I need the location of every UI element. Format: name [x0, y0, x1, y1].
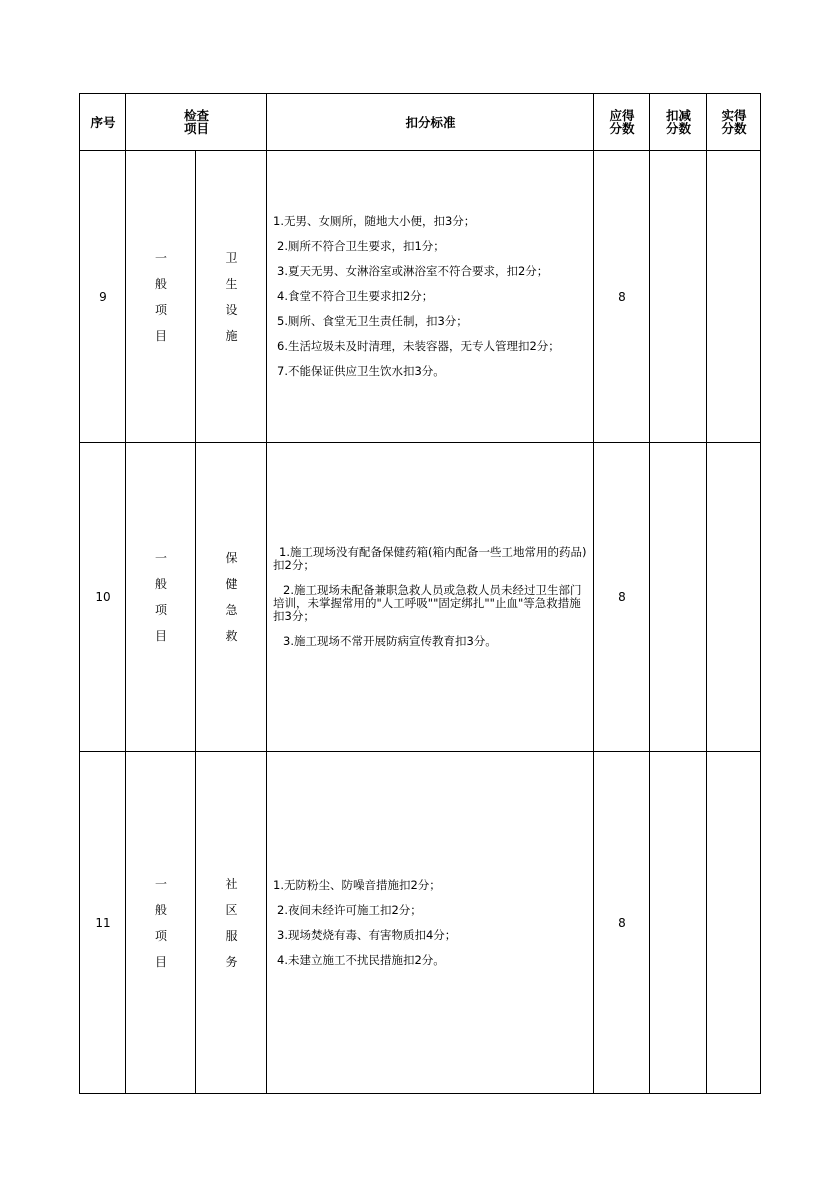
row-actual-score[interactable]: [707, 443, 761, 751]
header-check-item-line1: 检查: [183, 108, 209, 123]
item-char: 社: [225, 876, 238, 891]
category-char: 目: [154, 629, 167, 643]
criteria-line: 3.施工现场不常开展防病宣传教育扣3分。: [283, 634, 497, 648]
header-seq: 序号: [90, 114, 116, 130]
category-char: 项: [154, 928, 167, 943]
criteria-line: 1.无防粉尘、防噪音措施扣2分；: [273, 877, 441, 892]
row-should-score: 8: [618, 289, 626, 304]
category-char: 一: [154, 876, 167, 891]
category-char: 般: [154, 902, 167, 917]
header-deduct-line2: 分数: [665, 121, 691, 136]
row-deduct-score[interactable]: [650, 443, 707, 751]
criteria-line: 2.夜间未经许可施工扣2分；: [277, 902, 422, 917]
category-char: 目: [154, 328, 167, 343]
item-char: 生: [225, 276, 238, 291]
criteria-line: 2.施工现场未配备兼职急救人员或急救人员未经过卫生部门培训，未掌握常用的"人工呼吸""固定绑扎""止血"等急救措施扣3分；: [273, 583, 582, 623]
row-item: [196, 443, 267, 751]
item-char: 急: [225, 603, 238, 617]
row-seq: 11: [95, 915, 111, 930]
item-char: 区: [225, 902, 238, 917]
criteria-line: 2.厕所不符合卫生要求，扣1分；: [277, 239, 445, 253]
row-actual-score[interactable]: [707, 752, 761, 1093]
category-char: 般: [154, 577, 167, 591]
row-deduct-score[interactable]: [650, 151, 707, 442]
criteria-line: 1.无男、女厕所，随地大小便，扣3分；: [273, 214, 476, 228]
header-actual-line2: 分数: [721, 121, 747, 136]
inspection-table: [79, 93, 761, 1094]
category-char: 目: [154, 954, 167, 969]
category-char: 项: [154, 302, 167, 317]
item-char: 卫: [225, 250, 238, 265]
header-actual-score: [707, 94, 761, 150]
row-should-score: 8: [618, 915, 626, 930]
row-criteria: [267, 443, 594, 751]
row-seq: 9: [99, 289, 107, 304]
row-item: [196, 151, 267, 442]
row-actual-score[interactable]: [707, 151, 761, 442]
header-actual-line1: 实得: [721, 108, 747, 123]
criteria-line: 6.生活垃圾未及时清理，未装容器，无专人管理扣2分；: [277, 339, 560, 353]
header-check-item: [126, 94, 267, 150]
item-char: 服: [225, 928, 238, 943]
row-category: [126, 752, 196, 1093]
category-char: 一: [154, 250, 167, 265]
criteria-line: 4.食堂不符合卫生要求扣2分；: [277, 289, 434, 303]
criteria-line: 1.施工现场没有配备保健药箱(箱内配备一些工地常用的药品)扣2分；: [273, 545, 587, 572]
row-criteria: [267, 151, 594, 442]
row-should-score: 8: [618, 590, 626, 604]
header-deduct-score: [650, 94, 707, 150]
header-deduct-line1: 扣减: [665, 108, 691, 123]
item-char: 设: [225, 302, 238, 317]
item-char: 救: [225, 629, 238, 643]
criteria-line: 3.现场焚烧有毒、有害物质扣4分；: [277, 927, 457, 942]
row-category: [126, 443, 196, 751]
header-check-item-line2: 项目: [183, 121, 209, 136]
row-criteria: [267, 752, 594, 1093]
item-char: 务: [225, 954, 238, 969]
category-char: 一: [154, 551, 167, 565]
category-char: 项: [154, 603, 167, 617]
item-char: 健: [225, 577, 238, 591]
header-should-line2: 分数: [609, 121, 635, 136]
row-seq: 10: [95, 590, 111, 604]
header-should-score: [594, 94, 650, 150]
header-criteria: 扣分标准: [405, 114, 456, 130]
row-deduct-score[interactable]: [650, 752, 707, 1093]
header-should-line1: 应得: [609, 108, 635, 123]
criteria-line: 3.夏天无男、女淋浴室或淋浴室不符合要求，扣2分；: [277, 264, 549, 278]
item-char: 保: [225, 551, 238, 565]
row-item: [196, 752, 267, 1093]
criteria-line: 5.厕所、食堂无卫生责任制，扣3分；: [277, 314, 468, 328]
row-category: [126, 151, 196, 442]
item-char: 施: [225, 328, 238, 343]
criteria-line: 7.不能保证供应卫生饮水扣3分。: [277, 364, 445, 378]
criteria-line: 4.未建立施工不扰民措施扣2分。: [277, 952, 445, 967]
category-char: 般: [154, 276, 167, 291]
